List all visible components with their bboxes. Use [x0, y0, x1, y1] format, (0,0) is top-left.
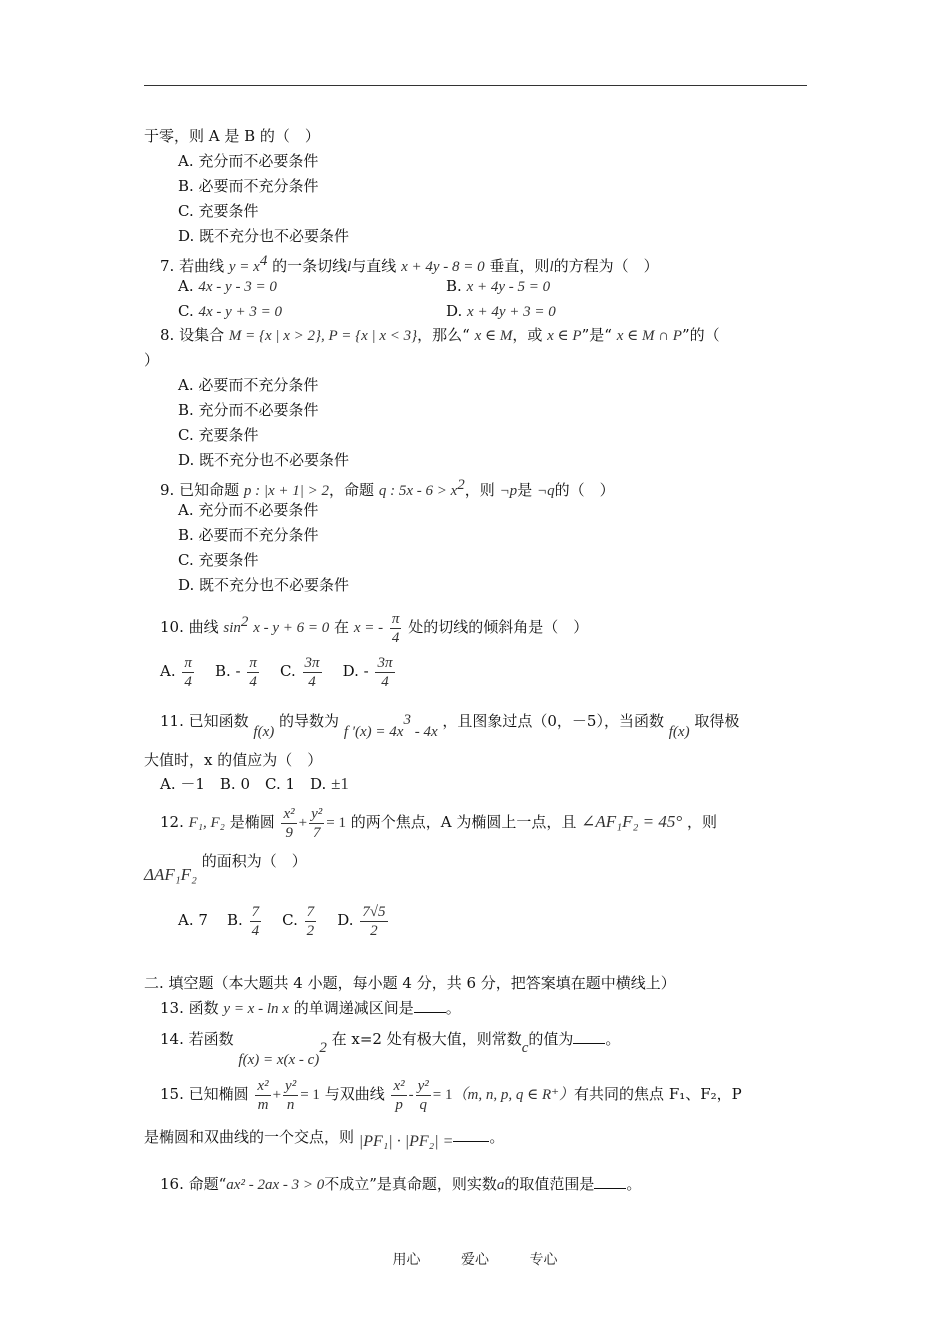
q10-stem: 10. 曲线 $\sin^2 x - y + 6 = 0$ 在 x = - $\frac{\pi}{4}$ 处的切线的倾斜角是（ ）	[160, 610, 589, 646]
q8-option-b: B. 充分而不必要条件	[178, 401, 319, 419]
q9-option-b: B. 必要而不充分条件	[178, 526, 319, 544]
q16-answer-blank	[594, 1174, 626, 1189]
q9-option-d: D. 既不充分也不必要条件	[178, 576, 350, 594]
footer-item: 爱心	[461, 1252, 489, 1268]
footer-item: 用心	[392, 1252, 421, 1268]
q6-option-c: C. 充要条件	[178, 202, 259, 220]
q15-stem: 15. 已知椭圆 $\frac{\text{x²}}{m}$ + $\frac{\text{y²}}{n}$ = 1 与双曲线 $\frac{\text{x²}}{p}$ - $\frac{\text{y²}}{q}$ = 1（m, n, p, q ∈ R⁺）有共同的焦点 F₁、F₂，P	[160, 1077, 742, 1113]
q14-answer-blank	[573, 1029, 605, 1044]
q6-option-a: A. 充分而不必要条件	[178, 152, 319, 170]
q11-stem-cont: 大值时，x 的值应为（ ）	[144, 751, 323, 769]
q8-option-c: C. 充要条件	[178, 426, 259, 444]
section-fill-in-heading: 二. 填空题（本大题共 4 小题，每小题 4 分，共 6 分，把答案填在题中横线上）	[144, 974, 676, 992]
q7-stem: 7. 若曲线 $y = x^4$ 的一条切线l与直线 x + 4y - 8 = 0 垂直，则l的方程为（ ）	[160, 253, 659, 275]
q15-answer-blank	[453, 1133, 489, 1142]
q8-stem-cont: ）	[144, 351, 160, 369]
q10-fraction: $\frac{\pi}{4}$	[391, 610, 400, 646]
q7-option-b: B. x + 4y - 5 = 0	[446, 277, 551, 295]
q9-option-a: A. 充分而不必要条件	[178, 501, 319, 519]
q11-options: A. －1 B. 0 C. 1 D. ±1	[160, 774, 349, 793]
q8-option-a: A. 必要而不充分条件	[178, 376, 319, 394]
q11-stem: 11. 已知函数 f(x) 的导数为 f $'(x) = 4x^3 - 4x$ ，且图象过点（0，－5），当函数 f(x) 取得极	[160, 712, 740, 740]
footer-item: 专心	[529, 1252, 558, 1268]
q9-stem: 9. 已知命题 p : |x + 1| > 2，命题 q : $5x - 6 > x^2$，则 ¬p是 ¬q的（ ）	[160, 477, 615, 499]
q12-options: A. 7 B. $\frac{7}{4}$ C. $\frac{7}{2}$ D. $\frac{7√5}{2}$	[178, 903, 386, 939]
q13-stem: 13. 函数 y = x - ln x 的单调递减区间是 。	[160, 999, 461, 1017]
header-rule	[144, 85, 807, 86]
q12-stem: 12. F₁, F₂ 是椭圆 $\frac{\text{x²}}{9}$ + $\frac{\text{y²}}{7}$ = 1 的两个焦点，A 为椭圆上一点，且 ∠AF₁F₂ = 45° ，则	[160, 805, 717, 841]
page-footer	[0, 1249, 950, 1269]
q8-stem: 8. 设集合 M = {x | x > 2}, P = {x | x < 3}，那么“ x ∈ M，或 x ∈ P”是“ x ∈ M ∩ P”的（	[160, 326, 720, 344]
q15-stem-cont: 是椭圆和双曲线的一个交点，则 |PF₁| · |PF₂| = 。	[144, 1128, 505, 1150]
q7-option-d: D. x + 4y + 3 = 0	[446, 302, 556, 320]
q6-option-b: B. 必要而不充分条件	[178, 177, 319, 195]
q13-answer-blank	[414, 998, 446, 1013]
q12-stem-cont: ΔAF₁F₂ 的面积为（ ）	[144, 852, 307, 884]
q16-stem: 16. 命题“ax² - 2ax - 3 > 0不成立”是真命题，则实数a的取值范围是 。	[160, 1175, 642, 1193]
q14-stem: 14. 若函数 f(x) = x(x - c)$^2$ 在 x=2 处有极大值，则常数c的值为 。	[160, 1030, 621, 1068]
q9-option-c: C. 充要条件	[178, 551, 259, 569]
q10-options: A. $\frac{\pi}{4}$ B. - $\frac{\pi}{4}$ C. $\frac{3\pi}{4}$ D. - $\frac{3\pi}{4}$	[160, 654, 393, 690]
q7-option-a: A. 4x - y - 3 = 0	[178, 277, 277, 295]
q8-option-d: D. 既不充分也不必要条件	[178, 451, 350, 469]
q6-continuation: 于零，则 A 是 B 的（ ）	[144, 127, 320, 145]
q6-option-d: D. 既不充分也不必要条件	[178, 227, 350, 245]
q7-option-c: C. 4x - y + 3 = 0	[178, 302, 283, 320]
